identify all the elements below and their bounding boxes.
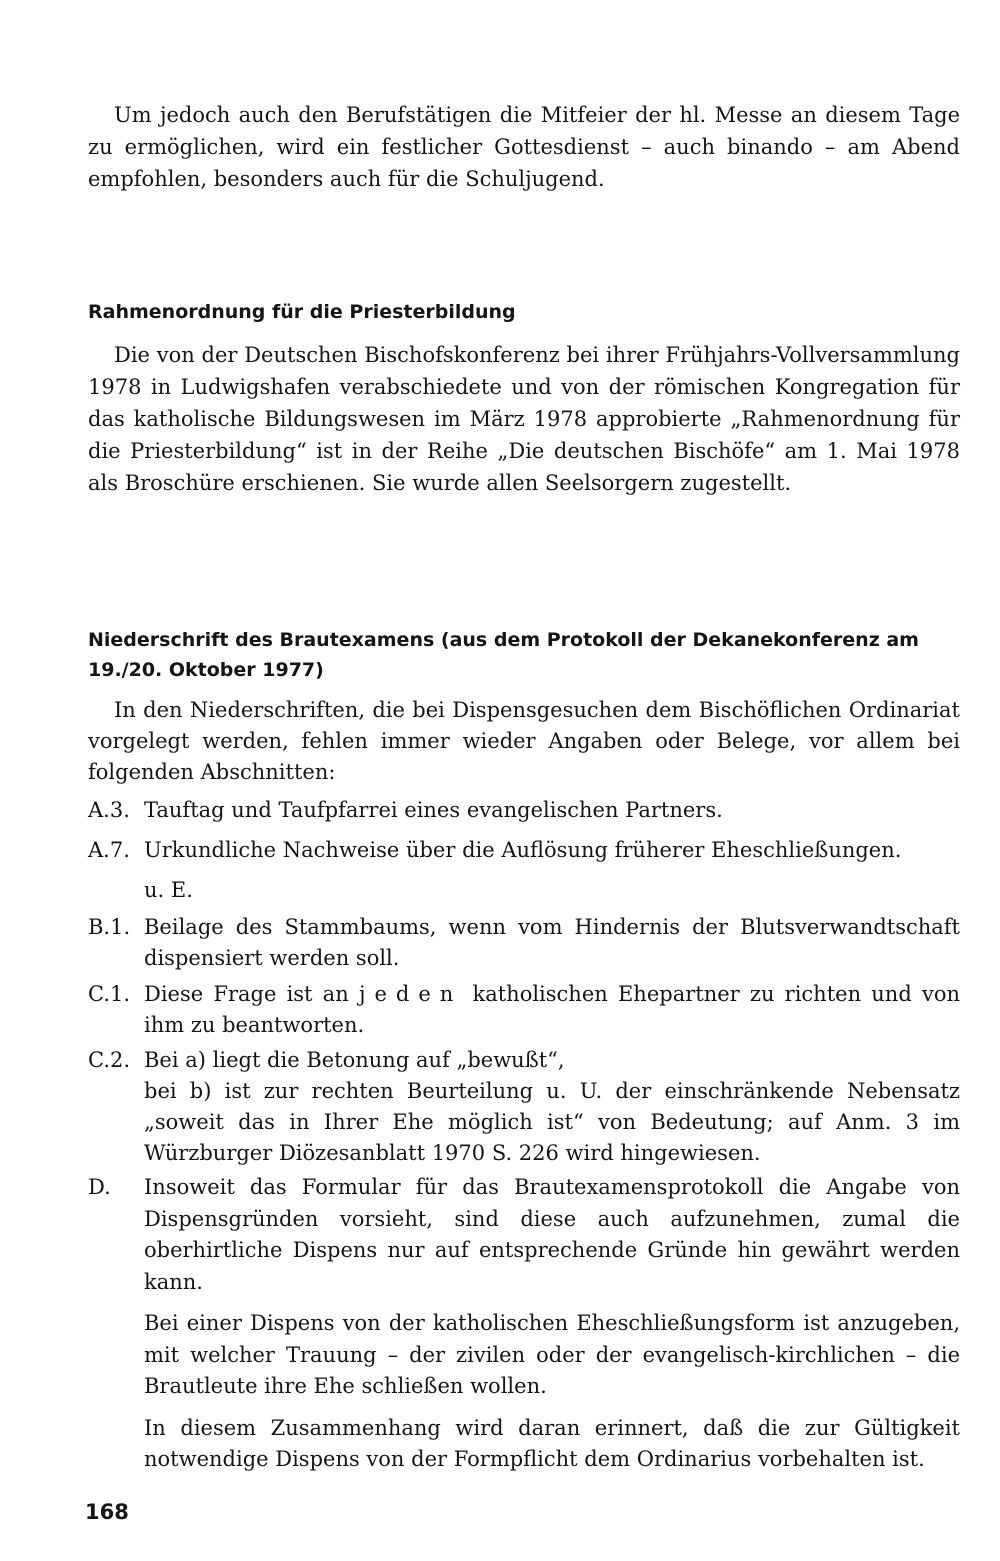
page-number: 168 [85,1500,129,1524]
item-label: A.7. [88,838,130,862]
item-text-after: katholischen Ehepartner zu richten und von ihm zu beantworten. [144,982,960,1037]
item-label: B.1. [88,915,131,939]
item-text-before: Diese Frage ist an [144,982,349,1006]
item-text: Urkundliche Nachweise über die Auflösung früherer Eheschließungen. [144,838,902,862]
list-item-a7 [88,835,960,906]
item-label: D. [88,1175,111,1199]
list-item-c2 [88,1045,960,1169]
section-heading-brautexamen: Niederschrift des Brautexamens (aus dem Protokoll der Dekanekonferenz am 19./20. Oktober 1977) [88,629,919,681]
item-text-line1: Bei a) liegt die Betonung auf „bewußt“, [144,1048,565,1072]
item-text: Beilage des Stammbaums, wenn vom Hindernis der Blutsverwandtschaft dispensiert werden soll. [144,915,960,970]
item-label: C.2. [88,1048,131,1072]
list-item-a3 [88,795,960,826]
intro-paragraph: Um jedoch auch den Berufstätigen die Mitfeier der hl. Messe an diesem Tage zu ermöglichen, wird ein festlicher Gottesdienst – auch binando – am Abend empfohlen, besonders auch für die Schuljugend. [88,103,960,191]
list-item-d [88,1172,960,1476]
item-paragraph-1: Insoweit das Formular für das Brautexamensprotokoll die Angabe von Dispensgründen vorsieht, sind diese auch aufzunehmen, zumal die oberhirtliche Dispens nur auf entsprechende Gründe hin gewährt werden kann. [144,1175,960,1294]
list-item-c1 [88,979,960,1041]
item-paragraph-3: In diesem Zusammenhang wird daran erinnert, daß die zur Gültigkeit notwendige Dispens von der Formpflicht dem Ordinarius vorbehalten ist. [144,1415,960,1471]
item-label: A.3. [88,798,130,822]
item-text: Tauftag und Taufpfarrei eines evangelischen Partners. [144,798,723,822]
brautexamen-intro-paragraph: In den Niederschriften, die bei Dispensgesuchen dem Bischöflichen Ordinariat vorgelegt werden, fehlen immer wieder Angaben oder Belege, vor allem bei folgenden Abschnitten: [88,698,960,784]
item-text-emphasis: jeden [358,982,463,1006]
item-extra: u. E. [144,878,193,902]
list-item-b1 [88,912,960,974]
item-paragraph-2: Bei einer Dispens von der katholischen Eheschließungsform ist anzugeben, mit welcher Trauung – der zivilen oder der evangelisch-kirchlichen – die Brautleute ihre Ehe schließen wollen. [144,1311,960,1398]
priesterbildung-paragraph: Die von der Deutschen Bischofskonferenz bei ihrer Frühjahrs-Vollversammlung 1978 in Ludwigshafen verabschiedete und von der römischen Kongregation für das katholische Bildungswesen im März 1978 approbierte „Rahmenordnung für die Priesterbildung“ ist in der Reihe „Die deutschen Bischöfe“ am 1. Mai 1978 als Broschüre erschienen. Sie wurde allen Seelsorgern zugestellt. [88,343,960,495]
item-text [144,979,960,1041]
section-heading-priesterbildung: Rahmenordnung für die Priesterbildung [88,301,516,323]
item-text-line2: bei b) ist zur rechten Beurteilung u. U. der einschränkende Nebensatz „soweit das in Ihrer Ehe möglich ist“ von Bedeutung; auf Anm. 3 im Würzburger Diözesanblatt 1970 S. 226 wird hingewiesen. [144,1079,960,1165]
item-label: C.1. [88,982,131,1006]
